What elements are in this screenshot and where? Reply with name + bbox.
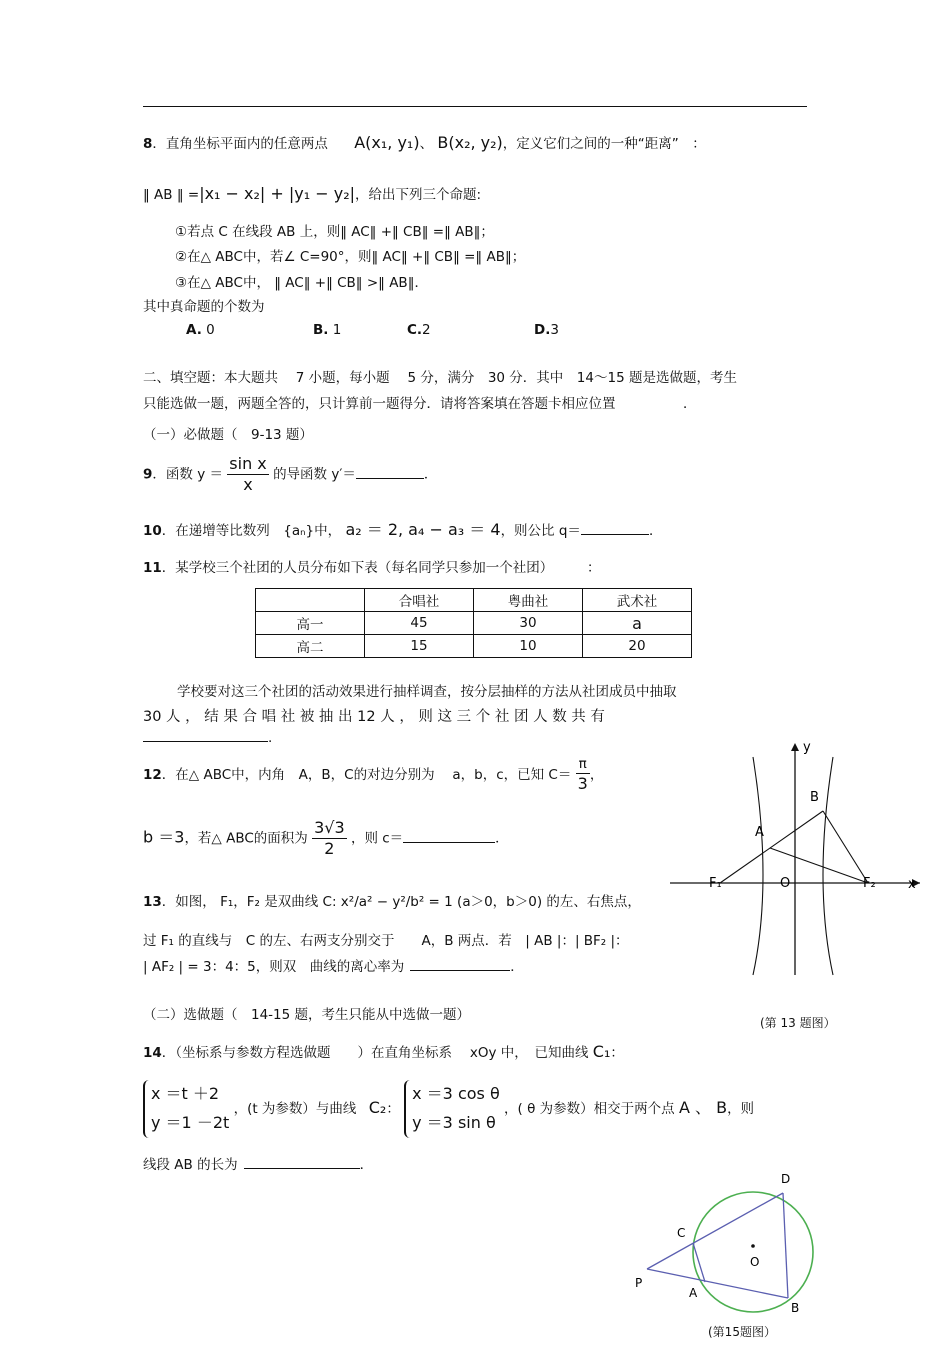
table-cell: a bbox=[583, 612, 692, 635]
fig13-label-b: B bbox=[810, 790, 819, 805]
table-row bbox=[256, 612, 692, 635]
q9-answer-blank[interactable] bbox=[356, 466, 424, 479]
q14-system2-line1: x ＝3 cos θ bbox=[412, 1084, 500, 1103]
table-header-cell: 武术社 bbox=[583, 589, 692, 612]
q14-line3 bbox=[143, 1153, 373, 1173]
fig15-line-db bbox=[783, 1193, 788, 1298]
q9-number: 9 bbox=[143, 466, 153, 483]
q14-curve2: C₂ bbox=[368, 1097, 387, 1117]
line-f1-b bbox=[720, 811, 823, 883]
q8-option-c-value: 2 bbox=[422, 322, 431, 338]
table-cell: 30 bbox=[474, 612, 583, 635]
q10-pre: ．在递增等比数列 {aₙ}中， bbox=[161, 523, 342, 539]
table-row bbox=[256, 589, 692, 612]
fig13-label-f2: F₂ bbox=[863, 876, 876, 891]
q9-numerator: sin x bbox=[229, 454, 267, 473]
q8-option-b[interactable] bbox=[313, 322, 341, 338]
q12-line2 bbox=[143, 818, 509, 859]
q8-option-a[interactable] bbox=[186, 322, 215, 338]
q12-answer-blank[interactable] bbox=[403, 830, 495, 843]
hyperbola-right-branch bbox=[823, 757, 833, 975]
q14-post: ，则 bbox=[727, 1100, 755, 1117]
q9 bbox=[143, 454, 437, 495]
q8-option-c-label: C. bbox=[407, 322, 423, 338]
fig15-label-b: B bbox=[791, 1301, 800, 1315]
q12-area-denominator: 2 bbox=[324, 839, 335, 858]
q8-number: 8 bbox=[143, 136, 153, 152]
q14-mid3: ，( θ 为参数）相交于两个点 bbox=[504, 1100, 675, 1117]
q10-answer-blank[interactable] bbox=[581, 522, 649, 535]
y-axis-arrow bbox=[791, 743, 799, 751]
fig15-label-a: A bbox=[689, 1286, 698, 1300]
q8-option-a-value: 0 bbox=[206, 322, 215, 338]
q14-end: ． bbox=[359, 1157, 374, 1173]
q15-figure bbox=[625, 1165, 840, 1325]
q12-c-numerator: π bbox=[576, 756, 590, 774]
fig15-label-p: P bbox=[635, 1276, 643, 1290]
fig13-label-f1: F₁ bbox=[709, 876, 722, 891]
table-cell: 高一 bbox=[256, 612, 365, 635]
section2-line1: 二、填空题：本大题共 7 小题，每小题 5 分，满分 30 分．其中 14～15 题是选做题，考生 bbox=[143, 370, 737, 386]
q12-area-fraction bbox=[312, 818, 347, 859]
q11-answer-blank[interactable] bbox=[143, 729, 268, 742]
q8-prop2: ②在△ ABC中，若∠ C=90°，则‖ AC‖ +‖ CB‖ =‖ AB‖； bbox=[175, 249, 526, 265]
q13-hyperbola-equation: x²/a² − y²/b² = 1 bbox=[340, 894, 453, 910]
q13-figure bbox=[665, 735, 930, 985]
q10-post: ，则公比 q＝ bbox=[500, 523, 581, 539]
q14-line1 bbox=[143, 1041, 624, 1061]
q10-end: ． bbox=[648, 523, 663, 539]
q8-def-tail: ，给出下列三个命题: bbox=[355, 187, 482, 203]
q14-mid1: ，(t 为参数）与曲线 bbox=[233, 1100, 357, 1117]
fig15-label-o: O bbox=[750, 1255, 760, 1269]
q11-text1: 学校要对这三个社团的活动效果进行抽样调查，按分层抽样的方法从社团成员中抽取 bbox=[177, 684, 677, 700]
fig13-label-a: A bbox=[755, 825, 764, 840]
q8-def-lhs: ‖ AB ‖ = bbox=[143, 187, 200, 203]
q13-end: ． bbox=[510, 959, 524, 975]
q12-c-fraction bbox=[576, 756, 590, 794]
q12-b-value: b ＝3 bbox=[143, 827, 185, 847]
table-cell: 高二 bbox=[256, 635, 365, 658]
q14-pre: ．（坐标系与参数方程选做题 ）在直角坐标系 xOy 中， 已知曲线 bbox=[161, 1045, 589, 1061]
q12-line1 bbox=[143, 756, 603, 794]
q12-area-numerator: 3√3 bbox=[314, 818, 345, 837]
q9-post: 的导函数 y′＝ bbox=[273, 466, 356, 483]
table-header-cell: 粤曲社 bbox=[474, 589, 583, 612]
header-rule bbox=[143, 106, 807, 107]
q8-option-b-value: 1 bbox=[332, 322, 342, 338]
q12-post: ，则 c＝ bbox=[350, 830, 404, 847]
q14-number: 14 bbox=[143, 1045, 162, 1061]
q11-text2: 30 人 ， 结 果 合 唱 社 被 抽 出 12 人 ， 则 这 三 个 社 团 人 数 共 有 bbox=[143, 709, 605, 725]
fig15-line-ca bbox=[693, 1243, 705, 1282]
q13-condition: (a＞0，b＞0) 的左、右焦点， bbox=[457, 894, 641, 910]
q9-end: ． bbox=[423, 466, 438, 483]
q8-prop1: ①若点 C 在线段 AB 上，则‖ AC‖ +‖ CB‖ =‖ AB‖； bbox=[175, 224, 494, 240]
q8-definition bbox=[143, 183, 481, 203]
q14-points: A 、 B bbox=[678, 1097, 728, 1117]
fig15-line-pd bbox=[647, 1193, 783, 1269]
table-cell: 45 bbox=[365, 612, 474, 635]
q11-table bbox=[255, 588, 692, 658]
table-row bbox=[256, 635, 692, 658]
line-b-f2 bbox=[823, 811, 868, 883]
q8-ask: 其中真命题的个数为 bbox=[143, 299, 265, 315]
table-cell: 10 bbox=[474, 635, 583, 658]
q12-c-denominator: 3 bbox=[577, 773, 588, 793]
table-header-cell: 合唱社 bbox=[365, 589, 474, 612]
fig15-label-c: C bbox=[677, 1226, 686, 1240]
q8-point-b: B(x₂, y₂) bbox=[437, 133, 503, 152]
q14-curve1: C₁ bbox=[592, 1042, 611, 1061]
q9-denominator: x bbox=[243, 475, 253, 494]
q12-pre: ．在△ ABC中，内角 A，B，C的对边分别为 a，b，c，已知 C＝ bbox=[161, 766, 572, 783]
fig13-label-y: y bbox=[803, 740, 811, 755]
q8-option-d-label: D. bbox=[534, 322, 551, 338]
q8-text-b: ，定义它们之间的一种“距离” ： bbox=[502, 136, 706, 152]
q8-def-rhs: |x₁ − x₂| + |y₁ − y₂| bbox=[199, 184, 356, 203]
q13-pre: ．如图， F₁，F₂ 是双曲线 C: bbox=[161, 894, 337, 910]
table-cell: 15 bbox=[365, 635, 474, 658]
q12-number: 12 bbox=[143, 766, 162, 783]
q8-option-c[interactable] bbox=[407, 322, 431, 338]
section2-required: （一）必做题（ 9-13 题） bbox=[143, 427, 313, 443]
q14-line2 bbox=[143, 1080, 754, 1138]
q14-colon: ： bbox=[610, 1045, 624, 1061]
q13-number: 13 bbox=[143, 894, 162, 910]
hyperbola-left-branch bbox=[753, 757, 763, 975]
fig15-label-d: D bbox=[781, 1172, 791, 1186]
section2-line2: 只能选做一题，两题全答的，只计算前一题得分．请将答案填在答题卡相应位置 ． bbox=[143, 396, 697, 412]
q8-option-d[interactable] bbox=[534, 322, 559, 338]
q8-point-a: A(x₁, y₁) bbox=[354, 133, 420, 152]
table-cell: 20 bbox=[583, 635, 692, 658]
q14-line3-text: 线段 AB 的长为 bbox=[143, 1157, 238, 1173]
q8-text-a: ．直角坐标平面内的任意两点 bbox=[152, 136, 328, 152]
q9-pre: ．函数 y ＝ bbox=[152, 466, 223, 483]
q8-prop3: ③在△ ABC中， ‖ AC‖ +‖ CB‖ >‖ AB‖． bbox=[175, 275, 428, 291]
q14-system1 bbox=[143, 1080, 229, 1138]
q9-fraction bbox=[227, 454, 268, 495]
q13-line1 bbox=[143, 890, 641, 910]
q8-sep: 、 bbox=[419, 136, 434, 152]
q11-answer bbox=[143, 729, 272, 746]
q15-caption: (第15题图） bbox=[708, 1325, 776, 1339]
q13-answer-blank[interactable] bbox=[410, 958, 510, 971]
q8-option-d-value: 3 bbox=[550, 322, 559, 338]
q10 bbox=[143, 517, 662, 540]
q13-line3 bbox=[143, 955, 524, 975]
q12-c-end: ， bbox=[589, 766, 604, 783]
q8-option-a-label: A. bbox=[186, 322, 202, 338]
q14-system2 bbox=[404, 1080, 500, 1138]
q12-mid: ，若△ ABC的面积为 bbox=[184, 830, 308, 847]
q12-end: ． bbox=[495, 830, 509, 847]
q13-line2: 过 F₁ 的直线与 C 的左、右两支分别交于 A，B 两点．若 | AB |：| BF₂ |： bbox=[143, 933, 629, 949]
q14-answer-blank[interactable] bbox=[244, 1156, 360, 1169]
fig13-label-o: O bbox=[780, 876, 791, 891]
q8-line1 bbox=[143, 132, 706, 152]
q14-system1-line1: x ＝t ＋2 bbox=[151, 1084, 220, 1103]
fig15-center-dot bbox=[751, 1244, 755, 1248]
q14-mid2: ： bbox=[386, 1100, 400, 1117]
q13-caption: (第 13 题图） bbox=[760, 1016, 836, 1030]
q8-option-b-label: B. bbox=[313, 322, 329, 338]
q13-line3-text: | AF₂ | = 3：4：5，则双 曲线的离心率为 bbox=[143, 959, 405, 975]
q10-number: 10 bbox=[143, 523, 162, 539]
fig15-line-pb bbox=[647, 1269, 788, 1298]
q10-condition: a₂ ＝ 2, a₄ − a₃ ＝ 4 bbox=[345, 520, 501, 539]
q11-intro bbox=[143, 556, 601, 576]
q11-intro-text: ．某学校三个社团的人员分布如下表（每名同学只参加一个社团） ： bbox=[161, 560, 601, 576]
q14-system1-line2: y ＝1 －2t bbox=[151, 1112, 230, 1132]
q11-end: . bbox=[268, 730, 273, 746]
q14-system2-line2: y ＝3 sin θ bbox=[412, 1112, 496, 1132]
fig13-label-x: x bbox=[908, 877, 916, 892]
q11-number: 11 bbox=[143, 560, 162, 576]
table-header-cell bbox=[256, 589, 365, 612]
optional-heading: （二）选做题（ 14-15 题，考生只能从中选做一题） bbox=[143, 1007, 471, 1023]
